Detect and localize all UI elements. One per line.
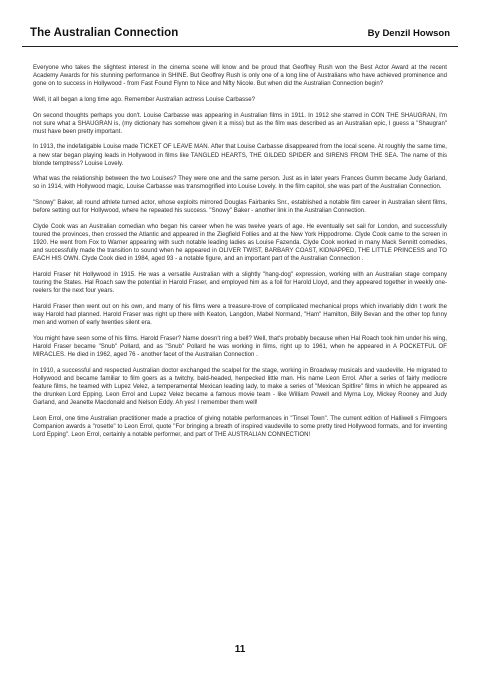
header-divider bbox=[22, 46, 458, 47]
paragraph-2: Well, it all began a long time ago. Remember Australian actress Louise Carbasse? bbox=[33, 96, 255, 103]
paragraph-3: On second thoughts perhaps you don't. Louise Carbasse was appearing in Australian films in 1911. In 1912 she starred in CON THE SHAUGRAN, I'm not sure what a SHAUGRAN is, (my dictionary has somehow given it a miss) but as the film was described as an Australian epic, I guess a "Shaugran" must have been pretty important. bbox=[33, 112, 447, 135]
paragraph-6: "Snowy" Baker, all round athlete turned actor, whose exploits mirrored Douglas Fairbanks Snr., established a notable film career in Australian silent films, before setting out for Hollywood, where he repeated his success. "Snowy" Baker - another link in the Australian Connection. bbox=[33, 200, 447, 215]
paragraph-12: Leon Errol, one time Australian practitioner made a practice of giving notable performances in "Tinsel Town". The current edition of Halliwell s Filmgoers Companion awards a "rosette" to Leon Errol, quote "For bringing a breath of inspired vaudeville to some pretty tired Hollywood formats, and for inventing Lord Epping". Leon Errol, certainly a notable performer, and part of THE AUSTRALIAN CONNECTION! bbox=[33, 415, 447, 438]
paragraph-10: You might have seen some of his films. Harold Fraser? Name doesn't ring a bell? Well, that's probably because when Hal Roach took him under his wing, Harold Fraser became "Snub" Pollard, and as "Snub" Pollard he was working in films, right up to 1961, when he appeared in A POCKETFUL OF MIRACLES. He died in 1962, aged 76 - another facet of the Australian Connection . bbox=[33, 335, 447, 358]
paragraph-1: Everyone who takes the slightest interest in the cinema scene will know and be proud that Geoffrey Rush won the Best Actor Award at the recent Academy Awards for his stunning performance in SHINE. But Geoffrey Rush is only one of a long line of Australians who have achieved prominence and gone on to success in Hollywood - from Fast Found Flynn to Nice and Nifty Nicole. But when did the Australian Connection begin? bbox=[33, 65, 447, 88]
article-title: The Australian Connection bbox=[30, 27, 179, 39]
paragraph-4: In 1913, the indefatigable Louise made TICKET OF LEAVE MAN. After that Louise Carbasse disappeared from the local scene. At roughly the same time, a new star began playing leads in Hollywood in films like TANGLED HEARTS, THE GILDED SPIDER and SIRENS FROM THE SEA. The name of this blonde temptress? Louise Lovely. bbox=[33, 144, 447, 167]
page-header bbox=[22, 27, 458, 47]
paragraph-8: Harold Fraser hit Hollywood in 1915. He was a versatile Australian with a slightly "hang-dog" expression, working with an Australian stage company touring the States. Hal Roach saw the potential in Harold Fraser, and employed him as a foil for Harold Lloyd, and they appeared together in weekly one-reelers for the next four years. bbox=[33, 271, 447, 295]
paragraph-5: What was the relationship between the two Louises? They were one and the same person. Just as in later years Frances Gumm became Judy Garland, so in 1914, with Hollywood magic, Louise Carbasse was transmogrified into Louise Lovely. In the film capitol, she was part of the Australian Connection. bbox=[33, 176, 447, 191]
article-body bbox=[33, 64, 447, 447]
paragraph-7: Clyde Cook was an Australian comedian who began his career when he was twelve years of age. He eventually set sail for London, and successfully toured the provinces, then crossed the Atlantic and appeared in the Ziegfield Follies and at the New York Hippodrome. Clyde Cook came to the screen in 1920. He went from Fox to Warner appearing with such notable leading ladies as Louise Fazenda. Clyde Cook worked in many Mack Sennitt comedies, and successfully made the transition to sound when he appeared in OLIVER TWIST, BARBARY COAST, KIDNAPPED, THE LITTLE PRINCESS and TO EACH HIS OWN. Clyde Cook died in 1984, aged 93 - a notable figure, and an important part of the Australian Connection . bbox=[33, 223, 447, 263]
paragraph-9: Harold Fraser then went out on his own, and many of his films were a treasure-trove of complicated mechanical props which invariably didn t work the way Harold had planned. Harold Fraser was right up there with Keaton, Langdon, Mabel Normand, "Ham" Hamilton, Billy Bevan and the other top funny men and women of early twenties silent era. bbox=[33, 303, 447, 326]
page-number: 11 bbox=[234, 644, 246, 655]
article-author: By Denzil Howson bbox=[367, 28, 450, 39]
paragraph-11: In 1910, a successful and respected Australian doctor exchanged the scalpel for the stage, working in Broadway musicals and vaudeville. He migrated to Hollywood and became familiar to film goers as a twitchy, bald-headed, henpecked little man. His name Leon Errol. After a series of fairly mediocre feature films, he teamed with Lupez Velez, a temperamental Mexican leading lady, to make a series of "Mexican Spitfire" films in which he appeared as the drunken Lord Epping. Leon Errol and Lupez Velez became a famous movie team - like William Powell and Myrna Loy, Mickey Rooney and Judy Garland, and Jeanette Macdonald and Nelson Eddy. Ah yes! I remember them well! bbox=[33, 367, 447, 406]
